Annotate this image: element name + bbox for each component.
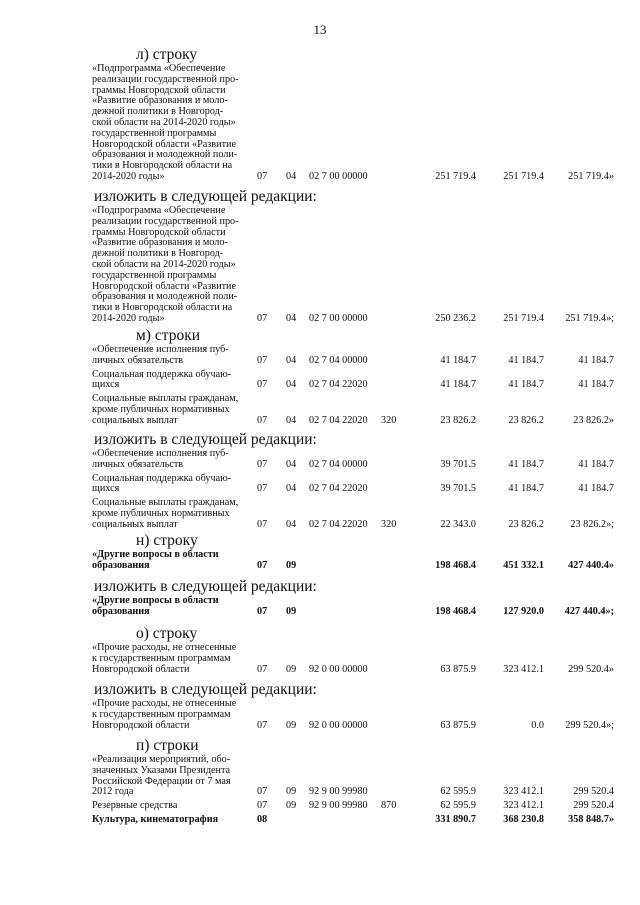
amount-2022-cell: 41 184.7: [578, 354, 614, 366]
razdel-cell: 07: [257, 786, 268, 798]
table-row: [0, 596, 640, 618]
row-name-cell: «Другие вопросы в области образования: [92, 595, 219, 617]
row-name-cell: «Прочие расходы, не отнесенные к государственным программам Новгородской области: [92, 642, 237, 675]
razdel-cell: 07: [257, 414, 268, 426]
razdel-cell: 07: [257, 379, 268, 391]
podrazdel-cell: 04: [286, 518, 297, 530]
razdel-cell: 07: [257, 313, 268, 324]
amount-2021-cell: 323 412.1: [503, 786, 544, 798]
table-row: [0, 394, 640, 426]
razdel-cell: 07: [257, 354, 268, 366]
amount-2021-cell: 368 230.8: [503, 814, 544, 825]
table-row: [0, 474, 640, 496]
podrazdel-cell: 09: [286, 719, 297, 731]
row-name-cell: «Реализация мероприятий, обо- значенных Указами Президента Российской Федерации от 7 мая 2012 года: [92, 754, 231, 798]
amount-2022-cell: 299 520.4: [573, 800, 614, 812]
target-article-cell: 92 0 00 00000: [309, 663, 368, 675]
amount-2021-cell: 127 920.0: [503, 605, 544, 617]
amount-2020-cell: 62 595.9: [440, 786, 476, 798]
amount-2020-cell: 63 875.9: [440, 719, 476, 731]
podrazdel-cell: 09: [286, 800, 297, 812]
amount-2022-cell: 299 520.4»: [568, 663, 614, 675]
table-row: [0, 550, 640, 572]
expense-type-cell: 320: [381, 518, 397, 530]
amount-2020-cell: 39 701.5: [440, 458, 476, 470]
amount-2022-cell: 23 826.2»: [573, 414, 614, 426]
row-name-cell: «Подпрограмма «Обеспечение реализации государственной про- граммы Новгородской области «Развитие образования и моло- дежной политики в Новгород- ской области на 2014-2020 годы» государственной программы Новгородской области «Развитие образования и молодежной поли- тики в Новгородской области на 2014-2020 годы»: [92, 205, 239, 324]
target-article-cell: 02 7 04 22020: [309, 379, 368, 391]
table-row: [0, 370, 640, 392]
target-article-cell: 02 7 04 22020: [309, 518, 368, 530]
row-name-cell: Социальная поддержка обучаю- щихся: [92, 472, 232, 495]
amount-2022-cell: 427 440.4»: [568, 559, 614, 571]
amendment-heading: о) строку: [136, 625, 198, 642]
razdel-cell: 07: [257, 605, 268, 617]
amendment-heading: л) строку: [136, 46, 198, 63]
row-name-cell: «Другие вопросы в области образования: [92, 549, 219, 571]
razdel-cell: 07: [257, 800, 268, 812]
page-number: 13: [313, 22, 327, 37]
amendment-heading: изложить в следующей редакции:: [94, 431, 317, 448]
razdel-cell: 07: [257, 663, 268, 675]
amount-2020-cell: 23 826.2: [440, 414, 476, 426]
amount-2021-cell: 0.0: [531, 719, 544, 731]
target-article-cell: 92 9 00 99980: [309, 786, 368, 798]
podrazdel-cell: 09: [286, 559, 297, 571]
row-name-cell: Резервные средства: [92, 800, 178, 812]
amount-2022-cell: 41 184.7: [578, 379, 614, 391]
amendment-heading: п) строки: [136, 737, 199, 754]
podrazdel-cell: 09: [286, 663, 297, 675]
amount-2022-cell: 41 184.7: [578, 458, 614, 470]
table-row: [0, 755, 640, 798]
amount-2021-cell: 251 719.4: [503, 171, 544, 182]
amount-2021-cell: 41 184.7: [508, 354, 544, 366]
table-row: [0, 64, 640, 183]
amount-2021-cell: 251 719.4: [503, 313, 544, 324]
amendment-heading: изложить в следующей редакции:: [94, 681, 317, 698]
amount-2021-cell: 323 412.1: [503, 663, 544, 675]
table-row: [0, 699, 640, 731]
target-article-cell: 02 7 00 00000: [309, 171, 368, 182]
podrazdel-cell: 04: [286, 379, 297, 391]
amount-2021-cell: 323 412.1: [503, 800, 544, 812]
amount-2022-cell: 358 848.7»: [568, 814, 614, 825]
amendment-heading: изложить в следующей редакции:: [94, 578, 317, 595]
row-name-cell: Социальная поддержка обучаю- щихся: [92, 368, 232, 391]
row-name-cell: Культура, кинематография: [92, 814, 219, 825]
amount-2021-cell: 23 826.2: [508, 518, 544, 530]
row-name-cell: Социальные выплаты гражданам, кроме публичных нормативных социальных выплат: [92, 497, 239, 530]
expense-type-cell: 320: [381, 414, 397, 426]
target-article-cell: 02 7 04 22020: [309, 414, 368, 426]
amount-2020-cell: 251 719.4: [435, 171, 476, 182]
table-row: [0, 815, 640, 826]
razdel-cell: 07: [257, 518, 268, 530]
table-row: [0, 643, 640, 675]
amount-2021-cell: 23 826.2: [508, 414, 544, 426]
target-article-cell: 92 0 00 00000: [309, 719, 368, 731]
amount-2021-cell: 41 184.7: [508, 458, 544, 470]
target-article-cell: 92 9 00 99980: [309, 800, 368, 812]
razdel-cell: 07: [257, 483, 268, 495]
podrazdel-cell: 04: [286, 414, 297, 426]
amount-2020-cell: 41 184.7: [440, 379, 476, 391]
amendment-heading: н) строку: [136, 532, 198, 549]
amount-2020-cell: 62 595.9: [440, 800, 476, 812]
expense-type-cell: 870: [381, 800, 397, 812]
target-article-cell: 02 7 04 00000: [309, 354, 368, 366]
amount-2022-cell: 251 719.4»;: [565, 313, 614, 324]
amount-2020-cell: 39 701.5: [440, 483, 476, 495]
razdel-cell: 07: [257, 458, 268, 470]
table-row: [0, 498, 640, 530]
podrazdel-cell: 09: [286, 786, 297, 798]
table-row: [0, 206, 640, 325]
amount-2022-cell: 299 520.4»;: [565, 719, 614, 731]
razdel-cell: 07: [257, 719, 268, 731]
target-article-cell: 02 7 04 00000: [309, 458, 368, 470]
amount-2021-cell: 41 184.7: [508, 483, 544, 495]
podrazdel-cell: 04: [286, 483, 297, 495]
amount-2020-cell: 250 236.2: [435, 313, 476, 324]
amount-2020-cell: 331 890.7: [435, 814, 476, 825]
table-row: [0, 801, 640, 812]
amount-2022-cell: 251 719.4»: [568, 171, 614, 182]
row-name-cell: «Прочие расходы, не отнесенные к государственным программам Новгородской области: [92, 698, 237, 731]
row-name-cell: «Подпрограмма «Обеспечение реализации государственной про- граммы Новгородской области «Развитие образования и моло- дежной политики в Новгород- ской области на 2014-2020 годы» государственной программы Новгородской области «Развитие образования и молодежной поли- тики в Новгородской области на 2014-2020 годы»: [92, 63, 239, 182]
amendment-heading: м) строки: [136, 327, 201, 344]
razdel-cell: 07: [257, 559, 268, 571]
row-name-cell: Социальные выплаты гражданам, кроме публичных нормативных социальных выплат: [92, 393, 239, 426]
row-name-cell: «Обеспечение исполнения пуб- личных обязательств: [92, 344, 229, 366]
podrazdel-cell: 04: [286, 458, 297, 470]
amount-2022-cell: 427 440.4»;: [564, 605, 614, 617]
podrazdel-cell: 04: [286, 354, 297, 366]
amount-2020-cell: 63 875.9: [440, 663, 476, 675]
amount-2022-cell: 23 826.2»;: [570, 518, 614, 530]
target-article-cell: 02 7 00 00000: [309, 313, 368, 324]
table-row: [0, 449, 640, 471]
podrazdel-cell: 09: [286, 605, 297, 617]
amount-2021-cell: 451 332.1: [503, 559, 544, 571]
amount-2020-cell: 41 184.7: [440, 354, 476, 366]
table-row: [0, 345, 640, 367]
amount-2022-cell: 299 520.4: [573, 786, 614, 798]
amount-2020-cell: 22 343.0: [440, 518, 476, 530]
podrazdel-cell: 04: [286, 313, 297, 324]
razdel-cell: 08: [257, 814, 268, 825]
razdel-cell: 07: [257, 171, 268, 182]
target-article-cell: 02 7 04 22020: [309, 483, 368, 495]
podrazdel-cell: 04: [286, 171, 297, 182]
row-name-cell: «Обеспечение исполнения пуб- личных обязательств: [92, 448, 229, 470]
amount-2020-cell: 198 468.4: [435, 559, 476, 571]
amount-2022-cell: 41 184.7: [578, 483, 614, 495]
amendment-heading: изложить в следующей редакции:: [94, 188, 317, 205]
amount-2021-cell: 41 184.7: [508, 379, 544, 391]
amount-2020-cell: 198 468.4: [435, 605, 476, 617]
